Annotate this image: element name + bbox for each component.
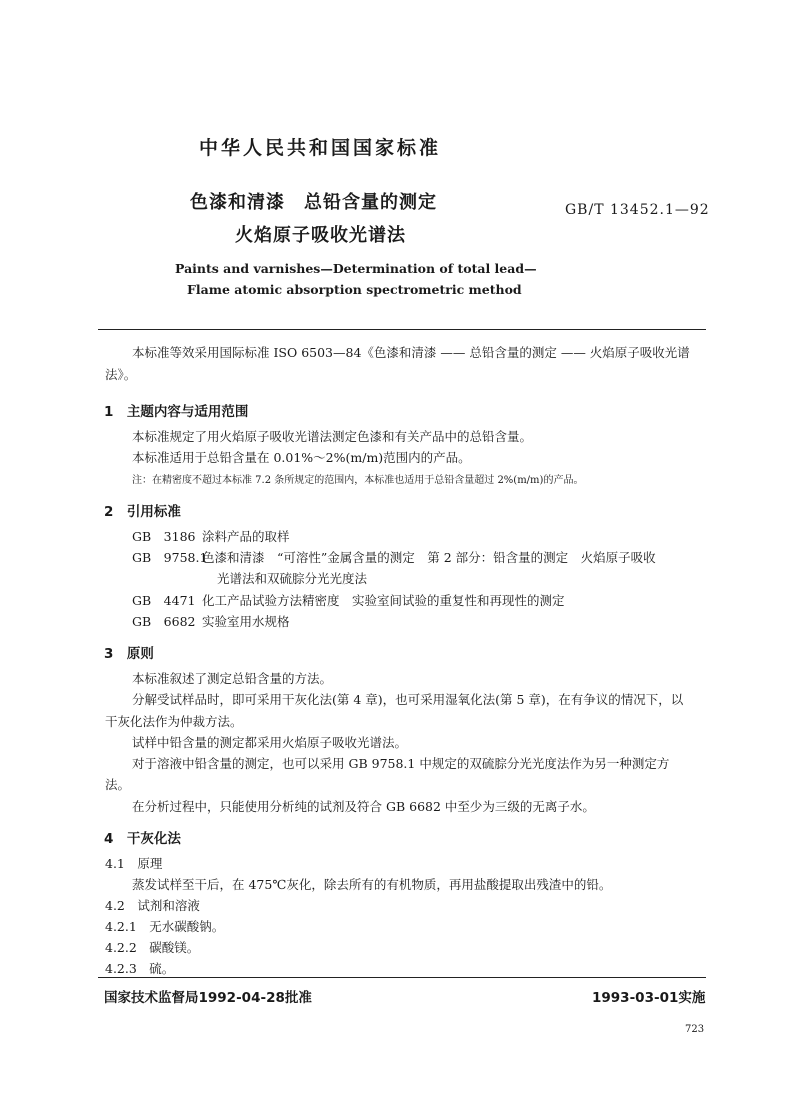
title-en-line1: Paints and varnishes—Determination of total lead—: [175, 261, 537, 276]
national-standard-header: 中华人民共和国国家标准: [198, 137, 441, 159]
section4-heading: 4 干灰化法: [104, 831, 181, 847]
section1-note: 注：在精密度不超过本标准 7.2 条所规定的范围内，本标准也适用于总铅含量超过 2%(m/m)的产品。: [132, 475, 584, 486]
section3-para4-line1: 对于溶液中铅含量的测定，也可以采用 GB 9758.1 中规定的双硫腙分光光度法作为另一种测定方: [132, 756, 670, 771]
section1-para2: 本标准适用于总铅含量在 0.01%～2%(m/m)范围内的产品。: [132, 450, 471, 465]
title-zh-line2: 火焰原子吸收光谱法: [235, 225, 406, 246]
section3-para1: 本标准叙述了测定总铅含量的方法。: [132, 671, 333, 686]
section3-heading: 3 原则: [104, 646, 154, 662]
section4-2-1: 4.2.1 无水碳酸钠。: [105, 919, 225, 934]
ref2-title-cont: 光谱法和双硫腙分光光度法: [217, 571, 368, 586]
section1-para1: 本标准规定了用火焰原子吸收光谱法测定色漆和有关产品中的总铅含量。: [132, 429, 533, 444]
section3-para2-line1: 分解受试样品时，即可采用干灰化法(第 4 章)，也可采用湿氧化法(第 5 章)，在有争议的情况下，以: [132, 692, 684, 707]
section4-2-3: 4.2.3 硫。: [105, 961, 175, 976]
effective-date: 1993-03-01实施: [592, 990, 706, 1006]
header-divider: [98, 329, 706, 330]
intro-line2: 法》。: [105, 367, 137, 382]
section4-1-heading: 4.1 原理: [105, 856, 163, 871]
ref3-code: GB 4471: [132, 593, 196, 608]
section3-para4-line2: 法。: [105, 777, 131, 792]
ref3-title: 化工产品试验方法精密度 实验室间试验的重复性和再现性的测定: [202, 593, 565, 608]
approval-date: 国家技术监督局1992-04-28批准: [104, 990, 312, 1006]
section1-heading: 1 主题内容与适用范围: [104, 404, 249, 420]
section4-2-2: 4.2.2 碳酸镁。: [105, 940, 200, 955]
ref1-code: GB 3186: [132, 529, 196, 544]
ref2-code: GB 9758.1: [132, 550, 208, 565]
section2-heading: 2 引用标准: [104, 504, 181, 520]
section4-1-text: 蒸发试样至干后，在 475℃灰化，除去所有的有机物质，再用盐酸提取出残渣中的铅。: [132, 877, 612, 892]
ref4-title: 实验室用水规格: [202, 614, 290, 629]
footer-divider: [98, 977, 706, 978]
title-zh-line1: 色漆和清漆 总铅含量的测定: [190, 192, 437, 213]
ref2-title: 色漆和清漆 “可溶性”金属含量的测定 第 2 部分：铅含量的测定 火焰原子吸收: [202, 550, 656, 565]
section3-para2-line2: 干灰化法作为仲裁方法。: [105, 714, 243, 729]
section3-para5: 在分析过程中，只能使用分析纯的试剂及符合 GB 6682 中至少为三级的无离子水。: [132, 799, 595, 814]
intro-line1: 本标准等效采用国际标准 ISO 6503—84《色漆和清漆 —— 总铅含量的测定 —— 火焰原子吸收光谱: [132, 345, 690, 360]
ref1-title: 涂料产品的取样: [202, 529, 290, 544]
title-en-line2: Flame atomic absorption spectrometric method: [187, 282, 522, 297]
section4-2-heading: 4.2 试剂和溶液: [105, 898, 200, 913]
standard-code: GB/T 13452.1—92: [565, 202, 710, 218]
page-number: 723: [685, 1024, 705, 1035]
section3-para3: 试样中铅含量的测定都采用火焰原子吸收光谱法。: [132, 735, 408, 750]
ref4-code: GB 6682: [132, 614, 196, 629]
